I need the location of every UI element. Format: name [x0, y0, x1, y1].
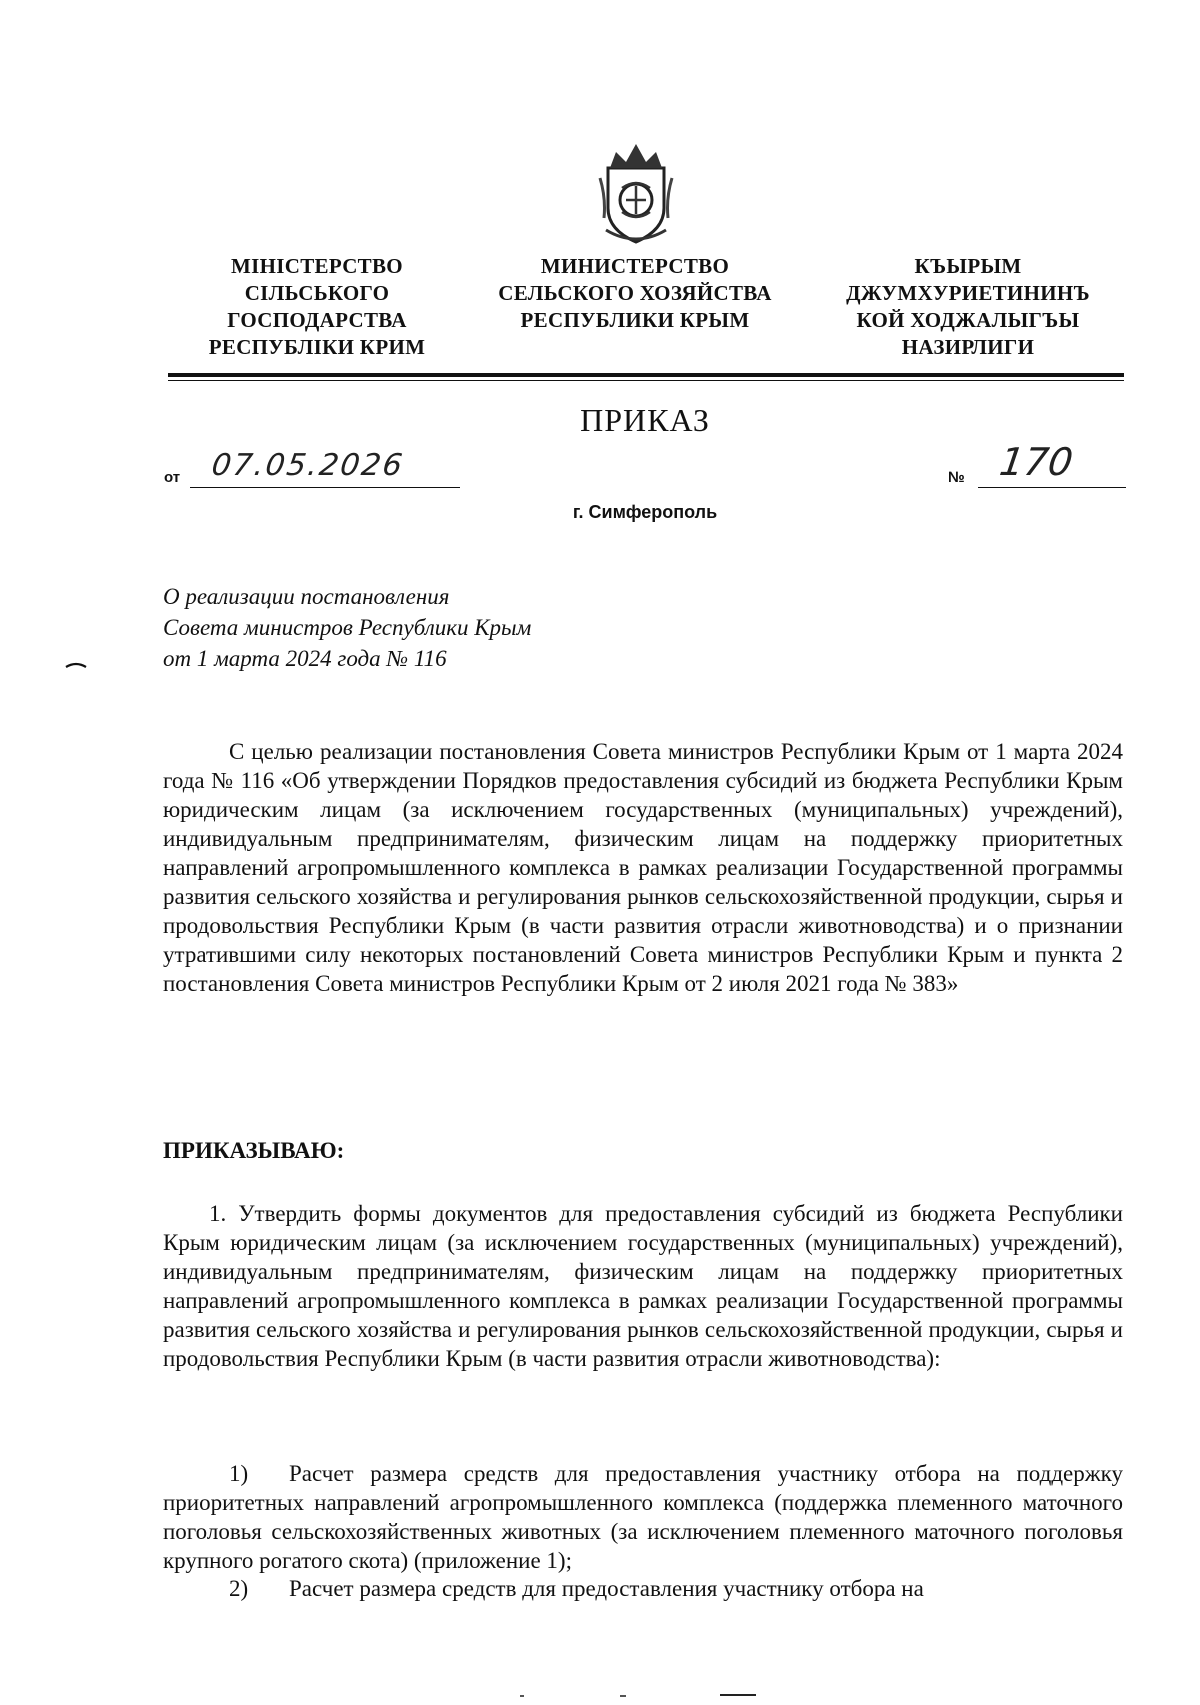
ministry-crh-line: ДЖУМХУРИЕТИНИНЪ	[846, 281, 1090, 305]
crimea-coat-of-arms-icon	[596, 138, 676, 246]
ministry-ua-line: СІЛЬСЬКОГО	[244, 281, 390, 305]
subitem-text: Расчет размера средств для предоставления участнику отбора на	[289, 1576, 924, 1601]
subitem-text: Расчет размера средств для предоставления участнику отбора на поддержку приоритетных направлений агропромышленного комплекса (поддержка племенного маточного поголовья сельскохозяйственных животных (за исключением племенного маточного поголовья крупного рогатого скота) (приложение 1);	[163, 1461, 1123, 1573]
handwritten-date: 07.05.2026	[209, 448, 407, 483]
ministry-name-russian	[480, 253, 790, 334]
ministry-crh-line: КЪЫРЫМ	[914, 254, 1022, 278]
order-heading: ПРИКАЗЫВАЮ:	[163, 1138, 345, 1163]
number-underline	[978, 487, 1126, 488]
ministry-ru-line: СЕЛЬСКОГО ХОЗЯЙСТВА	[498, 281, 772, 305]
ministry-crh-line: НАЗИРЛИГИ	[901, 335, 1035, 359]
order-item-1: 1. Утвердить формы документов для предоставления субсидий из бюджета Республики Крым юридическим лицам (за исключением государственных (муниципальных) учреждений), индивидуальным предпринимателям, физическим лицам на поддержку приоритетных направлений агропромышленного комплекса в рамках реализации Государственной программы развития сельского хозяйства и регулирования рынков сельскохозяйственной продукции, сырья и продовольствия Республики Крым (в части развития отрасли животноводства):	[163, 1201, 1123, 1371]
date-prefix: от	[164, 469, 181, 486]
subitem-label: 2)	[229, 1576, 249, 1601]
subject-line: О реализации постановления	[163, 584, 450, 609]
ministry-ua-line: МІНІСТЕРСТВО	[231, 254, 403, 278]
ministry-crh-line: КОЙ ХОДЖАЛЫГЪЫ	[856, 308, 1080, 332]
ministry-ru-line: МИНИСТЕРСТВО	[540, 254, 730, 278]
ministry-name-ukrainian	[195, 253, 439, 361]
handwritten-order-number: 170	[996, 440, 1076, 484]
ministry-name-crimean-tatar	[818, 253, 1118, 361]
ministry-ua-line: РЕСПУБЛІКИ КРИМ	[208, 335, 426, 359]
margin-pen-mark	[65, 662, 87, 668]
scan-artifacts	[520, 1694, 760, 1698]
number-prefix: №	[948, 469, 965, 486]
subject-line: Совета министров Республики Крым	[163, 615, 532, 640]
city-line: г. Симферополь	[572, 502, 718, 522]
document-subject	[163, 581, 531, 674]
date-underline	[190, 487, 460, 488]
header-divider-thick	[168, 373, 1124, 377]
ministry-ua-line: ГОСПОДАРСТВА	[227, 308, 407, 332]
subitem-label: 1)	[229, 1461, 249, 1486]
order-subitem-2	[163, 1574, 1123, 1603]
ministry-ru-line: РЕСПУБЛИКИ КРЫМ	[520, 308, 750, 332]
document-type-title: ПРИКАЗ	[580, 402, 710, 438]
preamble-paragraph: С целью реализации постановления Совета министров Республики Крым от 1 марта 2024 года № 116 «Об утверждении Порядков предоставления субсидий из бюджета Республики Крым юридическим лицам (за исключением государственных (муниципальных) учреждений), индивидуальным предпринимателям, физическим лицам на поддержку приоритетных направлений агропромышленного комплекса в рамках реализации Государственной программы развития сельского хозяйства и регулирования рынков сельскохозяйственной продукции, сырья и продовольствия Республики Крым (в части развития отрасли животноводства) и о признании утратившими силу некоторых постановлений Совета министров Республики Крым и пункта 2 постановления Совета министров Республики Крым от 2 июля 2021 года № 383»	[163, 739, 1123, 996]
header-divider-thin	[168, 380, 1124, 381]
order-subitem-1	[163, 1459, 1123, 1575]
subject-line: от 1 марта 2024 года № 116	[163, 646, 447, 671]
